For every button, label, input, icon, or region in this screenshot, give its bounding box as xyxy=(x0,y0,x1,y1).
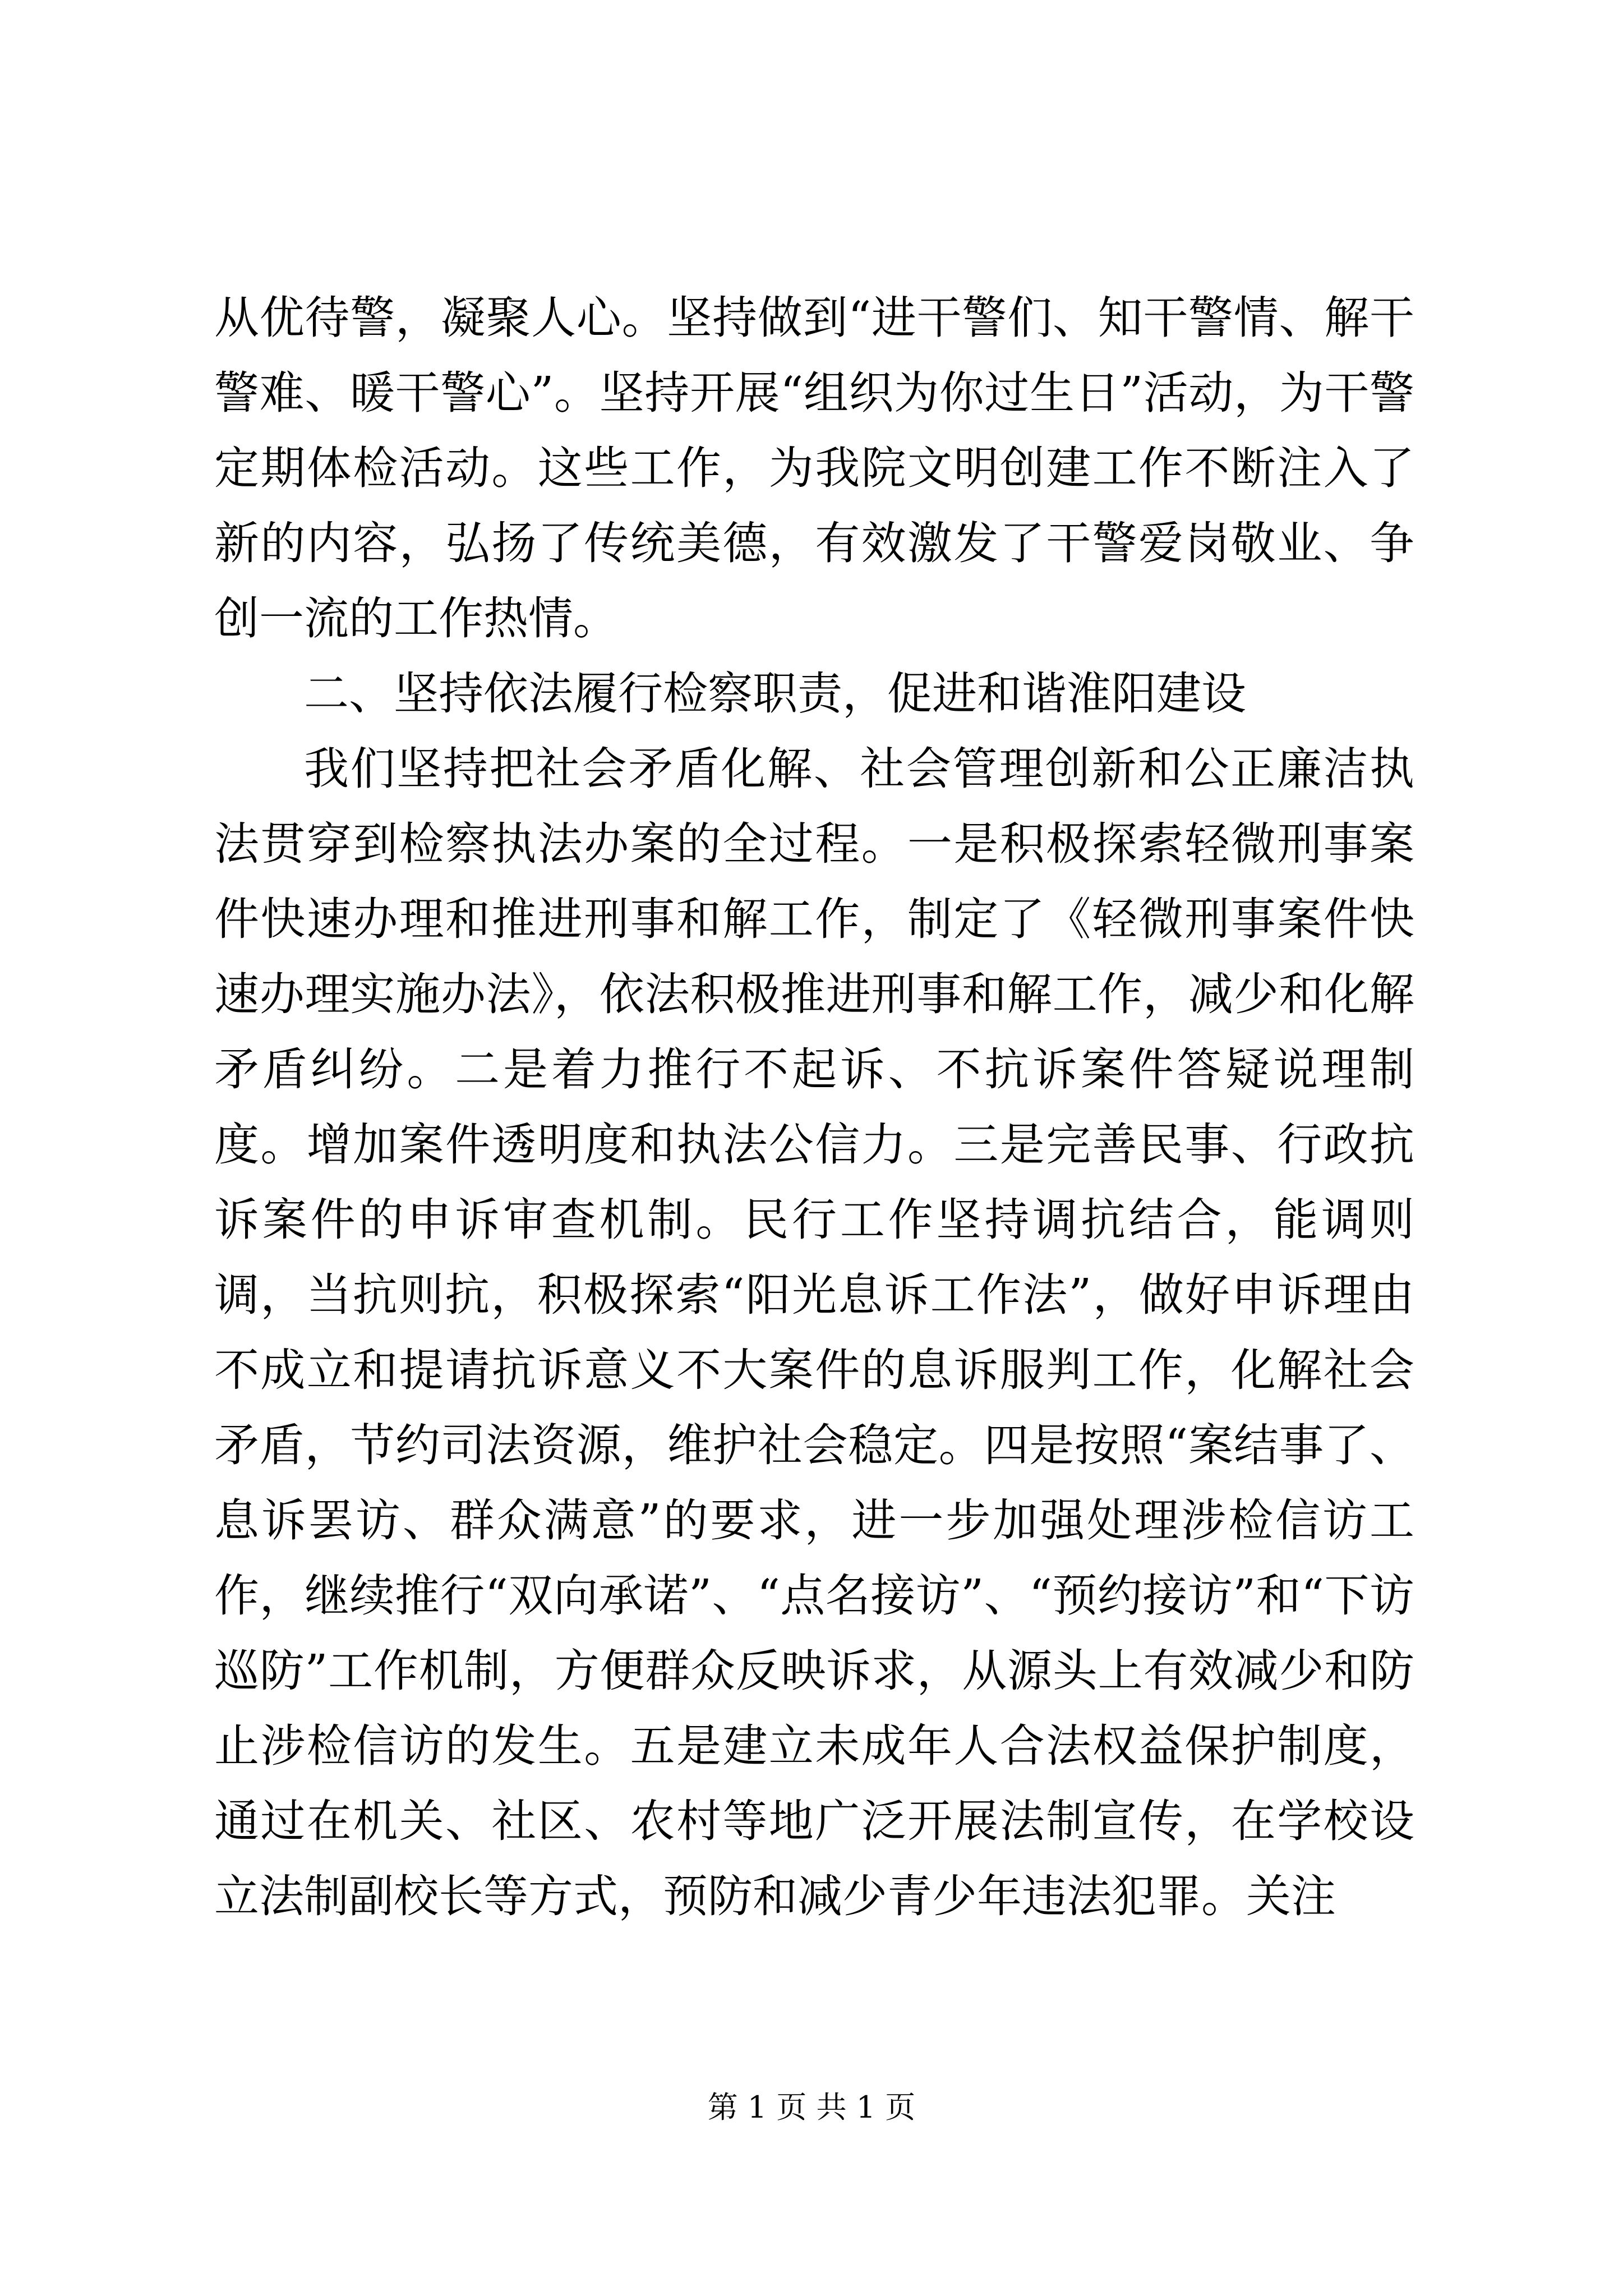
page-number-footer: 第 1 页 共 1 页 xyxy=(707,2090,916,2125)
document-body xyxy=(214,280,1414,1934)
paragraph-continuation: 从优待警，凝聚人心。坚持做到“进干警们、知干警情、解干警难、暖干警心”。坚持开展“组织为你过生日”活动，为干警定期体检活动。这些工作，为我院文明创建工作不断注入了新的内容，弘扬了传统美德，有效激发了干警爱岗敬业、争创一流的工作热情。 xyxy=(214,292,1414,645)
section-heading: 二、坚持依法履行检察职责，促进和谐淮阳建设 xyxy=(304,668,1246,720)
paragraph-body: 我们坚持把社会矛盾化解、社会管理创新和公正廉洁执法贯穿到检察执法办案的全过程。一是积极探索轻微刑事案件快速办理和推进刑事和解工作，制定了《轻微刑事案件快速办理实施办法》，依法积极推进刑事和解工作，减少和化解矛盾纠纷。二是着力推行不起诉、不抗诉案件答疑说理制度。增加案件透明度和执法公信力。三是完善民事、行政抗诉案件的申诉审查机制。民行工作坚持调抗结合，能调则调，当抗则抗，积极探索“阳光息诉工作法”，做好申诉理由不成立和提请抗诉意义不大案件的息诉服判工作，化解社会矛盾，节约司法资源，维护社会稳定。四是按照“案结事了、息诉罢访、群众满意”的要求，进一步加强处理涉检信访工作，继续推行“双向承诺”、“点名接访”、“预约接访”和“下访巡防”工作机制，方便群众反映诉求，从源头上有效减少和防止涉检信访的发生。五是建立未成年人合法权益保护制度，通过在机关、社区、农村等地广泛开展法制宣传，在学校设立法制副校长等方式，预防和减少青少年违法犯罪。关注 xyxy=(214,743,1414,1922)
